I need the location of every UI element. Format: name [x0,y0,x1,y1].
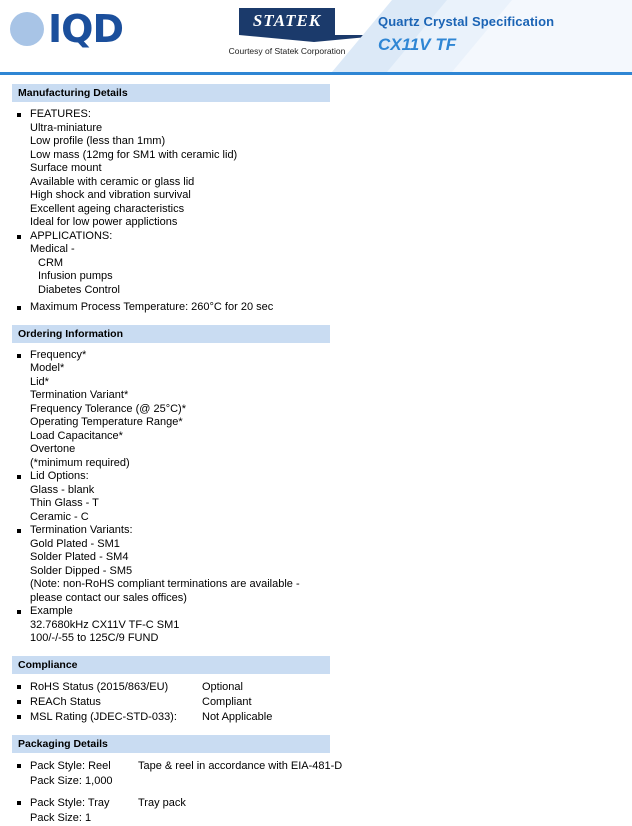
list-item [12,230,620,298]
list-item [12,301,620,315]
application-item: Medical - [30,243,75,255]
lid-option: Ceramic - C [30,510,89,523]
table-row [12,796,620,811]
order-item: Frequency* [30,348,87,361]
table-row [12,811,620,826]
feature-item: High shock and vibration survival [30,189,191,201]
table-row [12,710,620,725]
feature-item: Surface mount [30,162,102,174]
compliance-value: Optional [202,680,243,693]
ordering-list [12,349,620,646]
termination-note: please contact our sales offices) [30,591,187,604]
application-item: CRM [38,256,64,269]
page-header [0,0,632,72]
feature-item: Ultra-miniature [30,121,103,134]
document-body [0,72,632,826]
packaging-label: Pack Size: 1,000 [30,774,113,787]
feature-item: Excellent ageing characteristics [30,202,185,215]
section-header-packaging: Packaging Details [12,735,330,753]
features-label: FEATURES: [30,108,91,120]
list-item [12,524,620,605]
order-item: Operating Temperature Range* [30,416,183,428]
compliance-value: Not Applicable [202,710,273,723]
applications-label: APPLICATIONS: [30,229,113,242]
feature-item: Low profile (less than 1mm) [30,135,166,147]
order-item: Lid* [30,375,49,388]
termination-variant: Solder Plated - SM4 [30,551,129,563]
logo-dot-icon [10,12,44,46]
compliance-value: Compliant [202,695,252,708]
packaging-table [12,759,620,826]
termination-note: (Note: non-RoHS compliant terminations are available - [30,578,300,590]
example-label: Example [30,605,73,617]
termination-variant: Solder Dipped - SM5 [30,564,133,577]
lid-option: Glass - blank [30,483,95,496]
compliance-label: REACh Status [30,695,101,708]
list-item [12,349,620,471]
statek-courtesy-text: Courtesy of Statek Corporation [228,46,346,56]
packaging-value: Tape & reel in accordance with EIA-481-D [138,759,343,772]
feature-item: Low mass (12mg for SM1 with ceramic lid) [30,148,238,161]
order-item: Overtone [30,443,76,455]
packaging-label: Pack Style: Reel [30,759,111,772]
header-divider [0,72,632,75]
packaging-label: Pack Size: 1 [30,811,92,824]
table-row [12,759,620,774]
order-item: Termination Variant* [30,389,129,401]
order-item-note: (*minimum required) [30,456,130,469]
list-item [12,108,620,230]
spacer [12,789,620,796]
termination-variant: Gold Plated - SM1 [30,537,120,550]
section-header-compliance: Compliance [12,656,330,674]
table-row [12,695,620,710]
section-header-manufacturing: Manufacturing Details [12,84,330,102]
list-item [12,605,620,646]
packaging-label: Pack Style: Tray [30,796,110,809]
example-line: 100/-/-55 to 125C/9 FUND [30,632,159,644]
compliance-label: RoHS Status (2015/863/EU) [30,680,169,693]
termination-variants-label: Termination Variants: [30,524,133,536]
lid-option: Thin Glass - T [30,497,99,509]
example-line: 32.7680kHz CX11V TF-C SM1 [30,618,180,631]
section-header-ordering: Ordering Information [12,325,330,343]
iqd-logo [0,0,212,51]
document-title-block [362,0,632,55]
compliance-table [12,680,620,725]
table-row [12,774,620,789]
feature-item: Available with ceramic or glass lid [30,175,195,188]
order-item: Load Capacitance* [30,429,123,442]
logo-wordmark: IQD [48,7,123,51]
application-item: Infusion pumps [38,270,113,282]
table-row [12,680,620,695]
part-number-title: CX11V TF [378,35,457,54]
lid-options-label: Lid Options: [30,470,89,482]
feature-item: Ideal for low power applictions [30,216,178,228]
packaging-value: Tray pack [138,796,186,809]
application-item: Diabetes Control [38,283,120,296]
list-item [12,470,620,524]
page-title: Quartz Crystal Specification [378,14,555,29]
order-item: Model* [30,362,65,374]
compliance-label: MSL Rating (JDEC-STD-033): [30,710,177,723]
max-process-temperature: Maximum Process Temperature: 260°C for 20 sec [30,301,274,313]
statek-badge-label: STATEK [239,8,335,35]
order-item: Frequency Tolerance (@ 25°C)* [30,402,186,415]
manufacturing-list [12,108,620,315]
